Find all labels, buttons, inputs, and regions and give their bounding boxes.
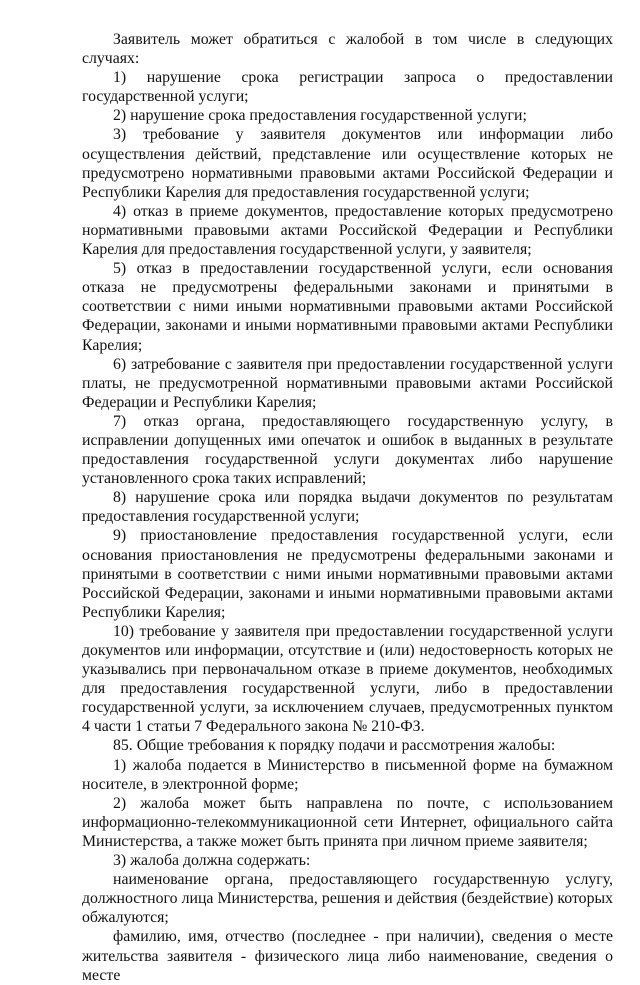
complaint-case-2: 2) нарушение срока предоставления государственной услуги; xyxy=(113,107,527,125)
complaint-case-4: 4) отказ в приеме документов, предоставление которых предусмотрено нормативными правовыми актами Российской Федерации и Республики Карелия для предоставления государственной услуги, у заявителя; xyxy=(82,202,613,259)
requirement-3: 3) жалоба должна содержать: xyxy=(113,852,311,870)
complaint-case-1: 1) нарушение срока регистрации запроса о предоставлении государственной услуги; xyxy=(82,69,613,106)
complaint-case-7: 7) отказ органа, предоставляющего государственную услугу, в исправлении допущенных ими опечаток и ошибок в выданных в результате предоставления государственной услуги документах либо нарушение установленного срока таких исправлений; xyxy=(82,412,613,488)
requirement-3-item-name: наименование органа, предоставляющего государственную услугу, должностного лица Министерства, решения и действия (бездействие) которых обжалуются; xyxy=(82,871,613,927)
complaint-case-3: 3) требование у заявителя документов или информации либо осуществления действий, представление или осуществление которых не предусмотрено нормативными правовыми актами Российской Федерации и Республики Карелия для предоставления государственной услуги; xyxy=(82,126,613,201)
requirement-3-item-applicant: фамилию, имя, отчество (последнее - при наличии), сведения о месте жительства заявителя - физического лица либо наименование, сведения о месте xyxy=(82,928,613,984)
requirement-1: 1) жалоба подается в Министерство в письменной форме на бумажном носителе, в электронной форме; xyxy=(82,756,613,793)
complaint-case-8: 8) нарушение срока или порядка выдачи документов по результатам предоставления государственной услуги; xyxy=(82,489,613,526)
document-page xyxy=(82,30,613,985)
intro-paragraph: Заявитель может обратиться с жалобой в том числе в следующих случаях: xyxy=(82,31,613,68)
requirement-2: 2) жалоба может быть направлена по почте, с использованием информационно-телекоммуникационной сети Интернет, официального сайта Министерства, а также может быть принята при личном приеме заявителя; xyxy=(82,794,613,850)
complaint-case-6: 6) затребование с заявителя при предоставлении государственной услуги платы, не предусмотренной нормативными правовыми актами Российской Федерации и Республики Карелия; xyxy=(82,355,613,411)
section-85-heading: 85. Общие требования к порядку подачи и рассмотрения жалобы: xyxy=(113,737,556,755)
complaint-case-10: 10) требование у заявителя при предоставлении государственной услуги документов или информации, отсутствие и (или) недостоверность которых не указывались при первоначальном отказе в приеме документов, необходимых для предоставления государственной услуги, либо в предоставлении государственной услуги, за исключением случаев, предусмотренных пунктом 4 части 1 статьи 7 Федерального закона № 210-ФЗ. xyxy=(82,622,613,736)
complaint-case-9: 9) приостановление предоставления государственной услуги, если основания приостановления не предусмотрены федеральными законами и принятыми в соответствии с ними иными нормативными правовыми актами Российской Федерации, законами и иными нормативными правовыми актами Республики Карелия; xyxy=(82,527,613,621)
complaint-case-5: 5) отказ в предоставлении государственной услуги, если основания отказа не предусмотрены федеральными законами и принятыми в соответствии с ними иными нормативными правовыми актами Российской Федерации, законами и иными нормативными правовыми актами Республики Карелия; xyxy=(82,260,613,354)
